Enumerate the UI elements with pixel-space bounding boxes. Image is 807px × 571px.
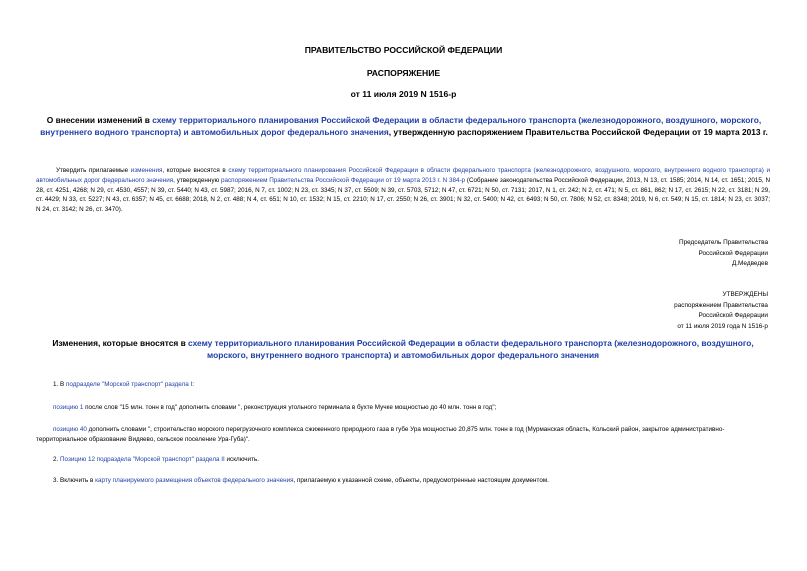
approved-date: от 11 июля 2019 года N 1516-р [677,323,768,331]
item-5-pre: 3. Включить в [53,477,96,484]
subject-suffix: , утвержденную распоряжением Правительства Российской Федерации от 19 марта 2013 г. [388,126,768,137]
document-subject [28,115,780,138]
change-item-3 [36,476,770,486]
approved-label: УТВЕРЖДЕНЫ [722,291,768,298]
item-2-text: после слов "15 млн. тонн в год" дополнить словами ", реконструкция угольного терминала в бухте Мучке мощностью до 40 млн. тонн в год"; [83,404,497,411]
body-text-4: (Собрание законодательства Российской Федерации, 2013, N 13, ст. 1585; 2014, N 14, ст. 1651; 2015, N 28, ст. 4251, 4268; N 29, ст. 4530, 4557; N 39, ст. 5440; N 43, ст. 5987; 2016, N 7, ст. 1002; N 23, ст. 3345; N 37, ст. 5509; N 39, ст. 5703, 5712; N 47, ст. 6721; N 50, ст. 7131; 2017, N 1, ст. 242; N 2, ст. 471; N 5, ст. 861, 862; N 17, ст. 2615; N 22, ст. 3181; N 29, ст. 4429; N 33, ст. 5227; N 43, ст. 6357; N 45, ст. 6688; 2018, N 2, ст. 488; N 4, ст. 651; N 10, ст. 1532; N 15, ст. 2210; N 17, ст. 2550; N 26, ст. 3901; N 32, ст. 5400; N 42, ст. 6493; N 50, ст. 7806; N 52, ст. 8348; 2019, N 6, ст. 549; N 15, ст. 1814; N 23, ст. 3037; N 24, ст. 3142; N 26, ст. 3470). [36,176,770,214]
approved-block [674,290,768,333]
approved-by: распоряжением Правительства [674,301,768,309]
subject-prefix: О внесении изменений в [46,115,153,125]
document-date-number: от 11 июля 2019 N 1516-р [350,89,457,99]
signature-position: Председатель Правительства [679,239,768,246]
decree-384-link[interactable]: распоряжением Правительства Российской Федерации от 19 марта 2013 г. N 384-р [221,176,466,184]
scheme-link[interactable]: схему территориального планирования Российской Федерации в области федерального транспорта (железнодорожного, воздушного, морского, внутреннего водного транспорта) и автомобильных дорог федерального значения [36,167,770,184]
changes-title [36,338,770,361]
subsection-sea-transport-link[interactable]: подразделе "Морской транспорт" раздела I [65,381,193,388]
signature-name: Д.Медведев [731,260,768,268]
change-item-position-1 [36,403,770,413]
body-text-1: Утвердить прилагаемые [56,167,131,174]
body-text-3: , утвержденную [173,176,222,184]
document-type: РАСПОРЯЖЕНИЕ [366,68,441,78]
item-4-post: исключить. [224,456,259,463]
subject-scheme-link[interactable]: схему территориального планирования Российской Федерации в области федерального транспорта (железнодорожного, воздушного, морского, внутреннего водного транспорта) и автомобильных дорог федерального значения [40,115,762,137]
federal-objects-map-link[interactable]: карту планируемого размещения объектов федерального значения [95,477,294,484]
change-item-position-40 [36,425,770,445]
item-5-post: , прилагаемую к указанной схеме, объекты, предусмотренные настоящим документом. [293,477,549,484]
changes-title-prefix: Изменения, которые вносятся в [52,338,189,348]
approved-country: Российской Федерации [698,312,768,320]
position-1-link[interactable]: позицию 1 [53,404,84,411]
item-1-post: : [192,381,195,388]
signature-country: Российской Федерации [698,249,768,257]
item-1-pre: 1. В [53,381,66,388]
change-item-1 [36,380,770,390]
body-text-2: , которые вносятся в [162,167,229,174]
government-heading: ПРАВИТЕЛЬСТВО РОССИЙСКОЙ ФЕДЕРАЦИИ [304,45,503,55]
changes-link[interactable]: изменения [130,167,163,174]
main-paragraph [36,166,770,215]
changes-title-scheme-link[interactable]: схему территориального планирования Российской Федерации в области федерального транспорта (железнодорожного, воздушного, морского, внутреннего водного транспорта) и автомобильных дорог федерального значения [188,338,754,360]
signature-block [679,238,768,270]
position-40-link[interactable]: позицию 40 [53,426,87,433]
change-item-2 [36,455,770,465]
position-12-link[interactable]: Позицию 12 подраздела "Морской транспорт" раздела II [60,456,225,463]
item-3-text: дополнить словами ", строительство морского перегрузочного комплекса сжиженного природного газа в губе Ура мощностью 20,875 млн. тонн в год (Мурманская область, Кольский район, закрытое административно-территориальное образование Видяево, сельское поселение Ура-Губа)". [36,426,725,443]
item-4-pre: 2. [53,456,61,463]
